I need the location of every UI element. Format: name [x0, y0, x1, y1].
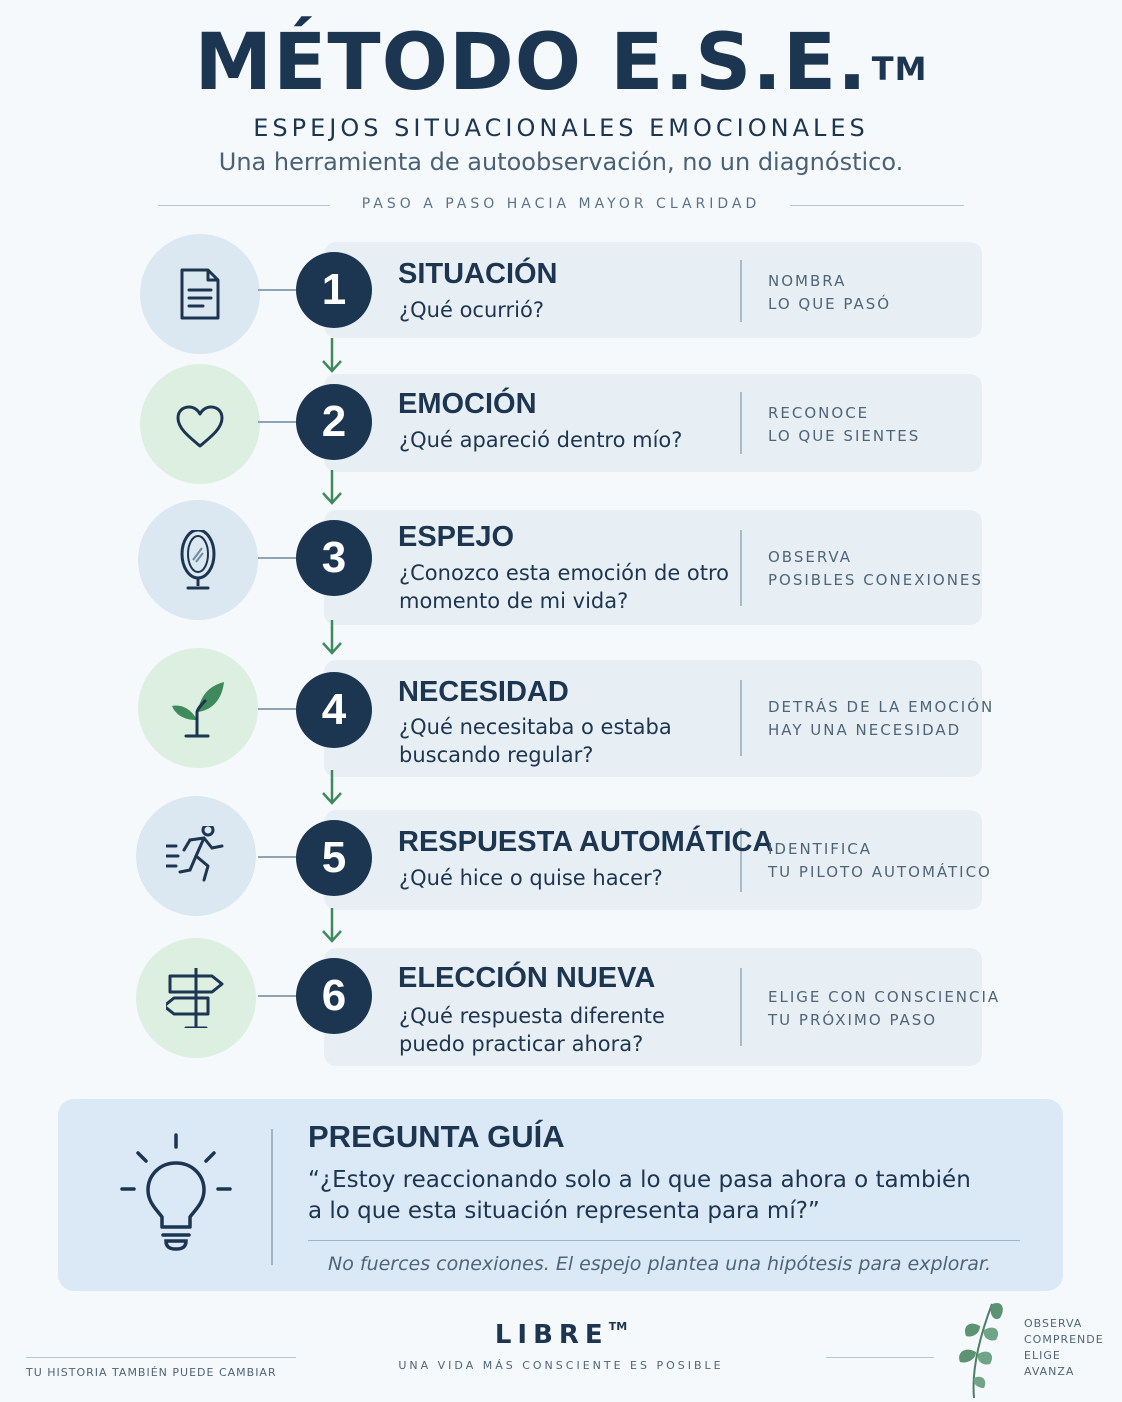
page-title — [0, 18, 1122, 108]
step-icon-circle-6 — [136, 938, 256, 1058]
step-number-4: 4 — [296, 672, 372, 748]
step-title-5: RESPUESTA AUTOMÁTICA — [398, 826, 774, 858]
step-connector — [258, 557, 300, 559]
step-icon-circle-1 — [140, 234, 260, 354]
step-connector — [258, 856, 300, 858]
step-connector — [258, 421, 300, 423]
step-title-3: ESPEJO — [398, 521, 515, 553]
guide-separator — [308, 1240, 1020, 1241]
title-text: MÉTODO E.S.E. — [194, 18, 868, 108]
footer-rule-right — [826, 1357, 934, 1358]
step-question-1: ¿Qué ocurrió? — [399, 298, 545, 322]
step-title-1: SITUACIÓN — [398, 258, 558, 290]
leaf-branch-icon — [948, 1296, 1010, 1400]
step-divider — [740, 392, 742, 454]
step-title-2: EMOCIÓN — [398, 388, 537, 420]
step-number-5: 5 — [296, 820, 372, 896]
page-subtitle: ESPEJOS SITUACIONALES EMOCIONALES — [253, 114, 869, 142]
step-question-2: ¿Qué apareció dentro mío? — [399, 428, 683, 452]
title-trademark: TM — [871, 50, 928, 88]
step-question-6: ¿Qué respuesta diferente puedo practicar ahora? — [399, 1004, 665, 1056]
kicker-rule-right — [790, 205, 964, 206]
step-icon-circle-5 — [136, 796, 256, 916]
step-connector — [258, 995, 300, 997]
step-number-6: 6 — [296, 958, 372, 1034]
kicker-row — [158, 196, 964, 216]
step-connector — [258, 708, 300, 710]
lightbulb-icon — [116, 1127, 236, 1257]
step-number-2: 2 — [296, 384, 372, 460]
step-title-4: NECESIDAD — [398, 676, 569, 708]
step-note-2: RECONOCE LO QUE SIENTES — [768, 404, 921, 445]
footer-left-text: TU HISTORIA TAMBIÉN PUEDE CAMBIAR — [26, 1366, 277, 1379]
step-question-4: ¿Qué necesitaba o estaba buscando regular? — [399, 715, 672, 767]
down-arrow-icon — [320, 906, 344, 946]
step-icon-circle-3 — [138, 500, 258, 620]
kicker-text: PASO A PASO HACIA MAYOR CLARIDAD — [361, 196, 761, 212]
guide-note: No fuerces conexiones. El espejo plantea una hipótesis para explorar. — [328, 1253, 991, 1275]
step-number-3: 3 — [296, 520, 372, 596]
guide-title: PREGUNTA GUÍA — [308, 1119, 565, 1154]
step-divider — [740, 680, 742, 756]
signpost-icon — [166, 968, 226, 1028]
mirror-icon — [168, 530, 228, 590]
running-person-icon — [166, 826, 226, 886]
step-number-1: 1 — [296, 252, 372, 328]
step-divider — [740, 260, 742, 322]
footer-motto: OBSERVA COMPRENDE ELIGE AVANZA — [1024, 1317, 1104, 1378]
step-icon-circle-2 — [140, 364, 260, 484]
step-divider — [740, 530, 742, 606]
down-arrow-icon — [320, 468, 344, 508]
brand-name: LIBRE — [494, 1320, 609, 1350]
step-icon-circle-4 — [138, 648, 258, 768]
brand-tagline: UNA VIDA MÁS CONSCIENTE ES POSIBLE — [398, 1359, 724, 1372]
heart-icon — [170, 394, 230, 454]
step-connector — [258, 289, 300, 291]
down-arrow-icon — [320, 336, 344, 376]
guide-question-box — [58, 1099, 1063, 1291]
guide-divider — [271, 1129, 273, 1265]
step-note-3: OBSERVA POSIBLES CONEXIONES — [768, 548, 983, 589]
step-divider — [740, 968, 742, 1046]
down-arrow-icon — [320, 768, 344, 808]
step-question-5: ¿Qué hice o quise hacer? — [399, 866, 663, 890]
step-note-6: ELIGE CON CONSCIENCIA TU PRÓXIMO PASO — [768, 988, 1001, 1029]
down-arrow-icon — [320, 618, 344, 658]
step-title-6: ELECCIÓN NUEVA — [398, 962, 656, 994]
step-note-1: NOMBRA LO QUE PASÓ — [768, 272, 892, 313]
sprout-icon — [168, 678, 228, 738]
page-tagline: Una herramienta de autoobservación, no un diagnóstico. — [218, 148, 904, 176]
step-question-3: ¿Conozco esta emoción de otro momento de mi vida? — [399, 561, 730, 613]
step-note-5: IDENTIFICA TU PILOTO AUTOMÁTICO — [768, 840, 992, 881]
guide-question: “¿Estoy reaccionando solo a lo que pasa ahora o también a lo que esta situación representa para mí?” — [308, 1167, 971, 1224]
footer-rule-left — [26, 1357, 296, 1358]
document-icon — [170, 264, 230, 324]
step-note-4: DETRÁS DE LA EMOCIÓN HAY UNA NECESIDAD — [768, 698, 995, 739]
brand-trademark: TM — [608, 1320, 628, 1333]
